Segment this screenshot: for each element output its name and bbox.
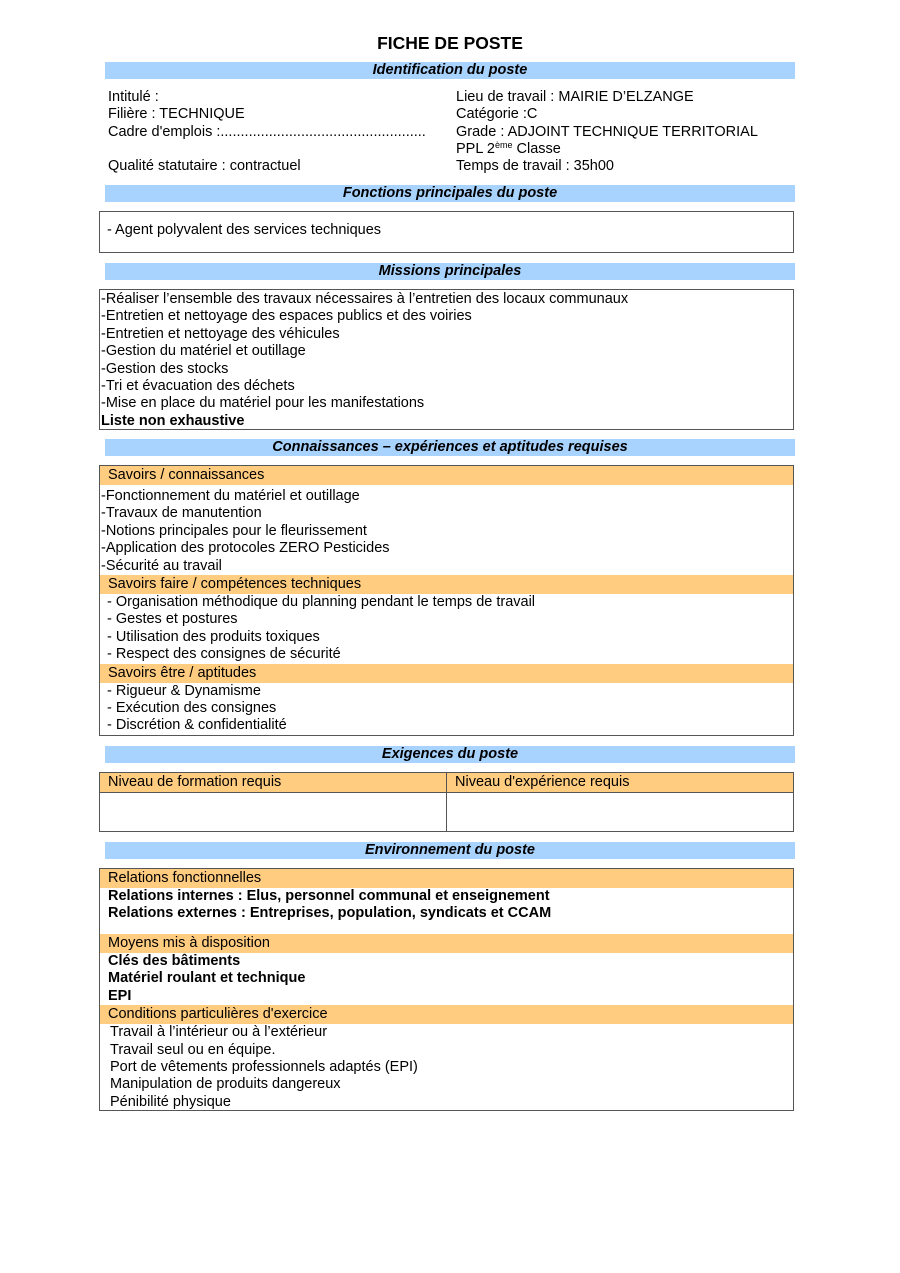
page-title: FICHE DE POSTE — [377, 33, 523, 53]
savoir-etre-item: - Rigueur & Dynamisme — [107, 682, 261, 699]
mission-item: -Tri et évacuation des déchets — [101, 377, 295, 394]
moyen-item: Matériel roulant et technique — [108, 970, 306, 987]
experience-value — [447, 793, 793, 801]
exigences-table — [99, 772, 794, 832]
moyen-item: Clés des bâtiments — [108, 953, 241, 969]
identification-left-column — [108, 89, 426, 175]
savoir-item: -Application des protocoles ZERO Pesticides — [101, 540, 390, 557]
section-fonctions-heading: Fonctions principales du poste — [105, 185, 795, 202]
mission-item: -Mise en place du matériel pour les manifestations — [101, 395, 425, 412]
savoir-etre-item: - Exécution des consignes — [107, 699, 277, 716]
condition-item: Port de vêtements professionnels adaptés (EPI) — [110, 1058, 418, 1075]
savoir-item: -Notions principales pour le fleurissement — [101, 522, 367, 539]
section-exigences-heading: Exigences du poste — [105, 746, 795, 763]
relation-item: Relations externes : Entreprises, population, syndicats et CCAM — [108, 905, 552, 922]
relation-item: Relations internes : Elus, personnel communal et enseignement — [108, 888, 550, 904]
identification-right-column — [456, 89, 758, 175]
fonction-item: - Agent polyvalent des services techniques — [107, 222, 382, 238]
mission-item: -Gestion du matériel et outillage — [101, 343, 306, 360]
missions-box — [99, 289, 794, 430]
condition-item: Manipulation de produits dangereux — [110, 1076, 341, 1093]
grade-class-line — [456, 141, 758, 158]
section-missions-heading: Missions principales — [105, 263, 795, 280]
savoir-etre-item: - Discrétion & confidentialité — [107, 717, 287, 734]
relations-subheader: Relations fonctionnelles — [100, 869, 793, 888]
grade-class-suffix: Classe — [512, 140, 561, 157]
condition-item: Pénibilité physique — [110, 1093, 231, 1110]
savoirs-subheader: Savoirs / connaissances — [100, 466, 793, 485]
missions-footer-note: Liste non exhaustive — [101, 412, 245, 429]
experience-header: Niveau d'expérience requis — [447, 773, 793, 793]
savoir-faire-subheader: Savoirs faire / compétences techniques — [100, 575, 793, 594]
environnement-box — [99, 868, 794, 1111]
condition-item: Travail à l’intérieur ou à l’extérieur — [110, 1024, 328, 1041]
moyens-subheader: Moyens mis à disposition — [100, 934, 793, 953]
grade-field: Grade : ADJOINT TECHNIQUE TERRITORIAL — [456, 123, 758, 140]
savoir-item: -Sécurité au travail — [101, 557, 222, 574]
savoir-faire-item: - Organisation méthodique du planning pendant le temps de travail — [107, 593, 536, 610]
formation-value — [100, 793, 446, 801]
mission-item: -Réaliser l’ensemble des travaux nécessaires à l’entretien des locaux communaux — [101, 291, 629, 307]
grade-class-prefix: PPL 2 — [456, 140, 495, 157]
categorie-field: Catégorie :C — [456, 106, 538, 123]
mission-item: -Gestion des stocks — [101, 360, 229, 377]
filiere-field: Filière : TECHNIQUE — [108, 106, 245, 123]
mission-item: -Entretien et nettoyage des espaces publics et des voiries — [101, 308, 472, 325]
savoir-item: -Travaux de manutention — [101, 505, 262, 522]
savoir-faire-item: - Utilisation des produits toxiques — [107, 628, 320, 645]
connaissances-box — [99, 465, 794, 736]
mission-item: -Entretien et nettoyage des véhicules — [101, 325, 340, 342]
fonctions-box — [99, 211, 794, 253]
moyen-item: EPI — [108, 987, 132, 1004]
temps-travail-field: Temps de travail : 35h00 — [456, 158, 614, 175]
qualite-statutaire-field: Qualité statutaire : contractuel — [108, 158, 301, 175]
conditions-subheader: Conditions particulières d'exercice — [100, 1005, 793, 1024]
savoir-faire-item: - Respect des consignes de sécurité — [107, 646, 341, 663]
lieu-travail-field: Lieu de travail : MAIRIE D’ELZANGE — [456, 89, 694, 105]
formation-header: Niveau de formation requis — [100, 773, 446, 793]
experience-column — [447, 773, 793, 831]
condition-item: Travail seul ou en équipe. — [110, 1041, 276, 1058]
section-environnement-heading: Environnement du poste — [105, 842, 795, 859]
cadre-emplois-field: Cadre d'emplois :................................................... — [108, 123, 426, 140]
section-connaissances-heading: Connaissances – expériences et aptitudes requises — [105, 439, 795, 456]
intitule-field: Intitulé : — [108, 89, 159, 105]
savoir-faire-item: - Gestes et postures — [107, 611, 238, 628]
blank-line — [108, 141, 426, 158]
formation-column — [100, 773, 447, 831]
savoir-etre-subheader: Savoirs être / aptitudes — [100, 664, 793, 683]
savoir-item: -Fonctionnement du matériel et outillage — [101, 488, 360, 504]
section-identification-heading: Identification du poste — [105, 62, 795, 79]
grade-class-sup: ème — [494, 139, 513, 150]
